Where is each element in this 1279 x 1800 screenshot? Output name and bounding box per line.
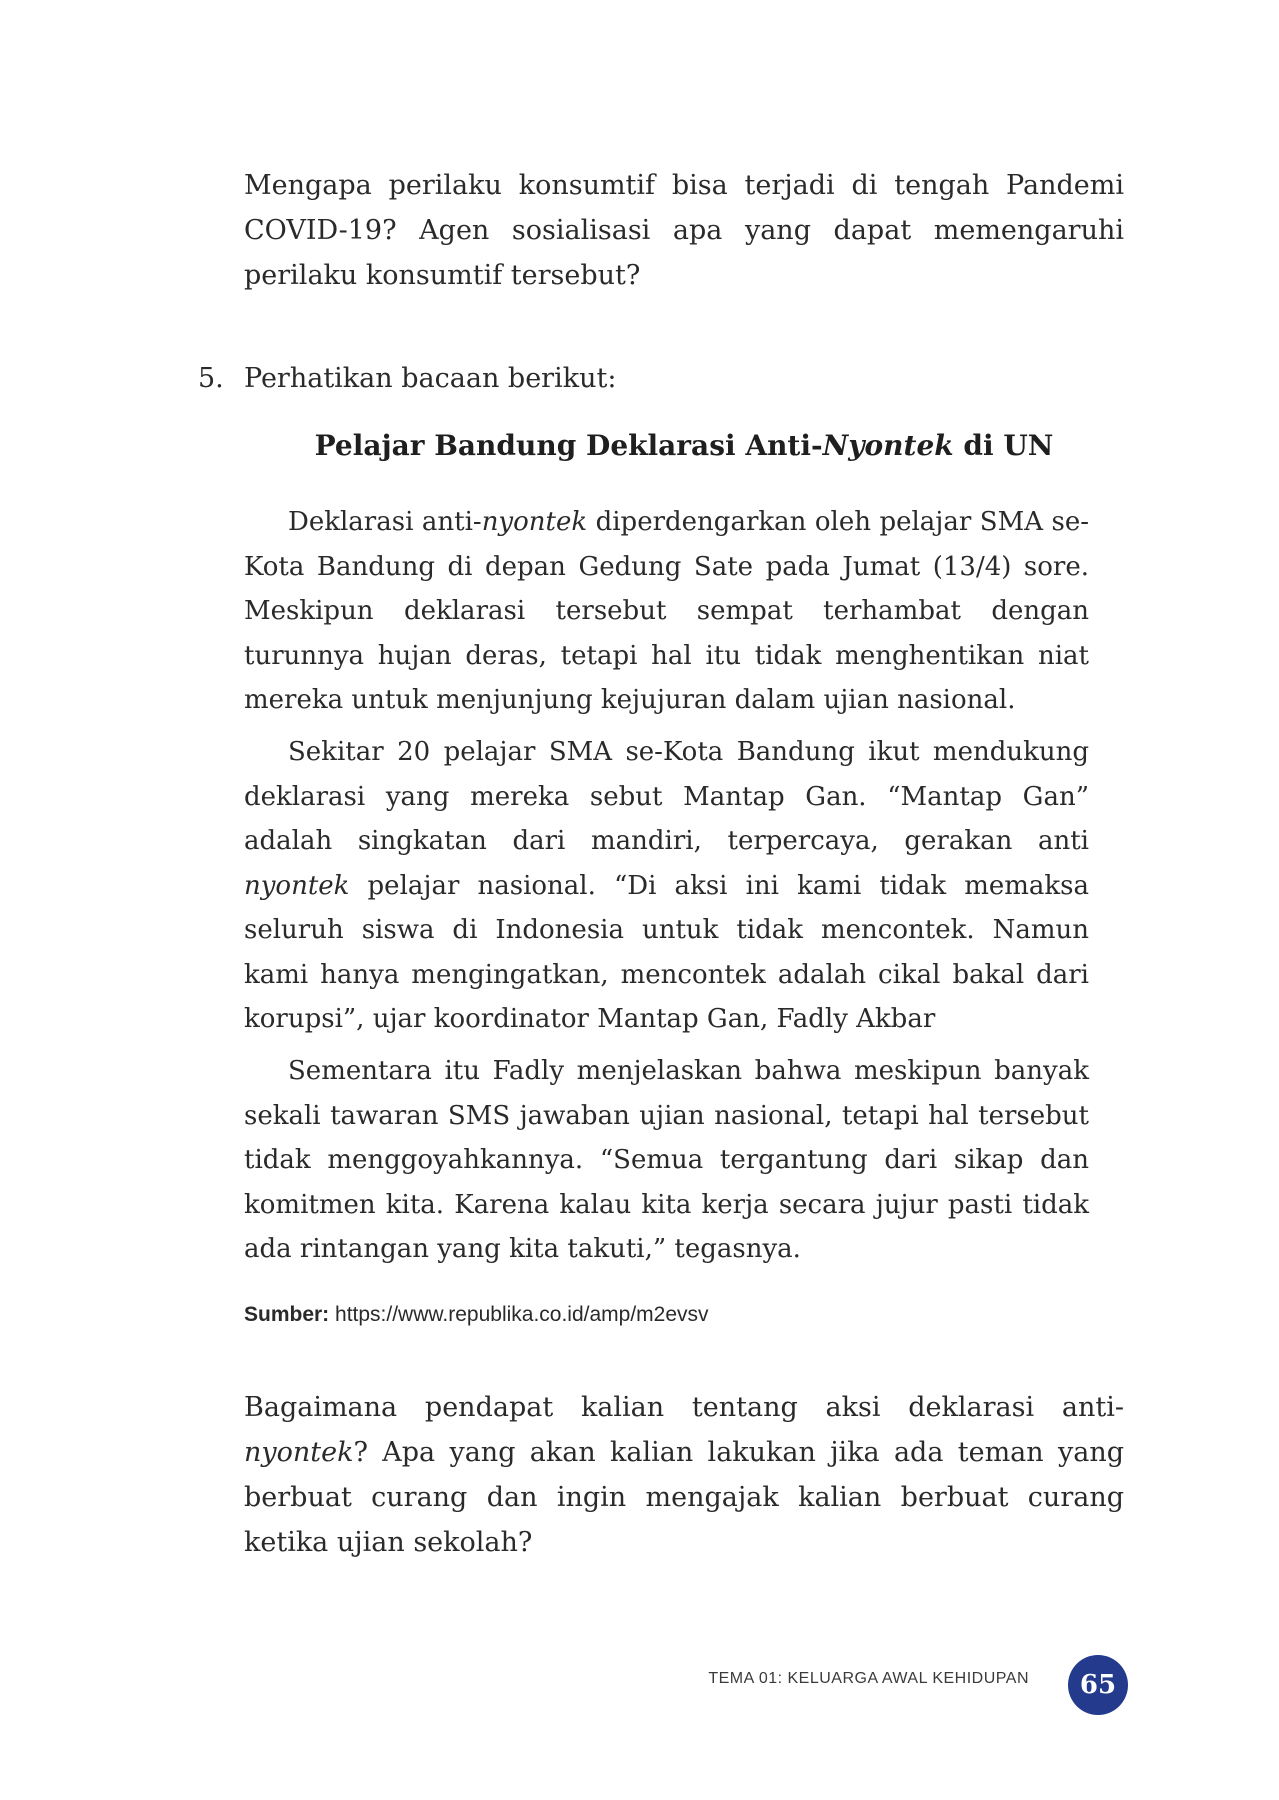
article-title-pre: Pelajar Bandung Deklarasi Anti- bbox=[314, 429, 823, 462]
source-citation bbox=[244, 1300, 709, 1330]
article-paragraph-2 bbox=[244, 730, 1089, 1042]
question-final-post: ? Apa yang akan kalian lakukan jika ada teman yang berbuat curang dan ingin mengajak kalian berbuat curang ketika ujian sekolah? bbox=[244, 1437, 1124, 1558]
footer-theme: TEMA 01: KELUARGA AWAL KEHIDUPAN bbox=[708, 1670, 1029, 1687]
article-p2-post: pelajar nasional. “Di aksi ini kami tidak memaksa seluruh siswa di Indonesia untuk tidak mencontek. Namun kami hanya mengingatkan, mencontek adalah cikal bakal dari korupsi”, ujar koordinator Mantap Gan, Fadly Akbar bbox=[244, 870, 1089, 1034]
source-label: Sumber: bbox=[244, 1303, 330, 1326]
article-title-post: di UN bbox=[953, 429, 1054, 462]
article-paragraph-1 bbox=[244, 500, 1089, 723]
question-final-italic: nyontek bbox=[244, 1437, 354, 1468]
article-p1-pre: Deklarasi anti- bbox=[288, 507, 482, 537]
article-paragraph-3: Sementara itu Fadly menjelaskan bahwa meskipun banyak sekali tawaran SMS jawaban ujian nasional, tetapi hal tersebut tidak menggoyahkannya. “Semua tergantung dari sikap dan komitmen kita. Karena kalau kita kerja secara jujur pasti tidak ada rintangan yang kita takuti,” tegasnya. bbox=[244, 1056, 1089, 1264]
source-url: https://www.republika.co.id/amp/m2evsv bbox=[335, 1303, 709, 1326]
question-final-pre: Bagaimana pendapat kalian tentang aksi deklarasi anti- bbox=[244, 1392, 1124, 1423]
article-p2-pre: Sekitar 20 pelajar SMA se-Kota Bandung ikut mendukung deklarasi yang mereka sebut Mantap Gan. “Mantap Gan” adalah singkatan dari mandiri, terpercaya, gerakan anti bbox=[244, 737, 1089, 856]
question-final bbox=[244, 1385, 1124, 1565]
page-number-badge: 65 bbox=[1068, 1655, 1128, 1715]
article-p1-italic: nyontek bbox=[481, 507, 588, 537]
article-p1-post: diperdengarkan oleh pelajar SMA se-Kota Bandung di depan Gedung Sate pada Jumat (13/4) sore. Meskipun deklarasi tersebut sempat terhambat dengan turunnya hujan deras, tetapi hal itu tidak menghentikan niat mereka untuk menjunjung kejujuran dalam ujian nasional. bbox=[244, 507, 1089, 715]
item-number: 5. bbox=[198, 363, 224, 394]
article-p2-italic: nyontek bbox=[244, 870, 350, 901]
article-title bbox=[244, 424, 1124, 468]
article-title-italic: Nyontek bbox=[822, 429, 954, 462]
question-intro: Mengapa perilaku konsumtif bisa terjadi di tengah Pandemi COVID-19? Agen sosialisasi apa yang dapat memengaruhi perilaku konsumtif tersebut? bbox=[244, 170, 1124, 291]
item-instruction: Perhatikan bacaan berikut: bbox=[244, 363, 617, 394]
